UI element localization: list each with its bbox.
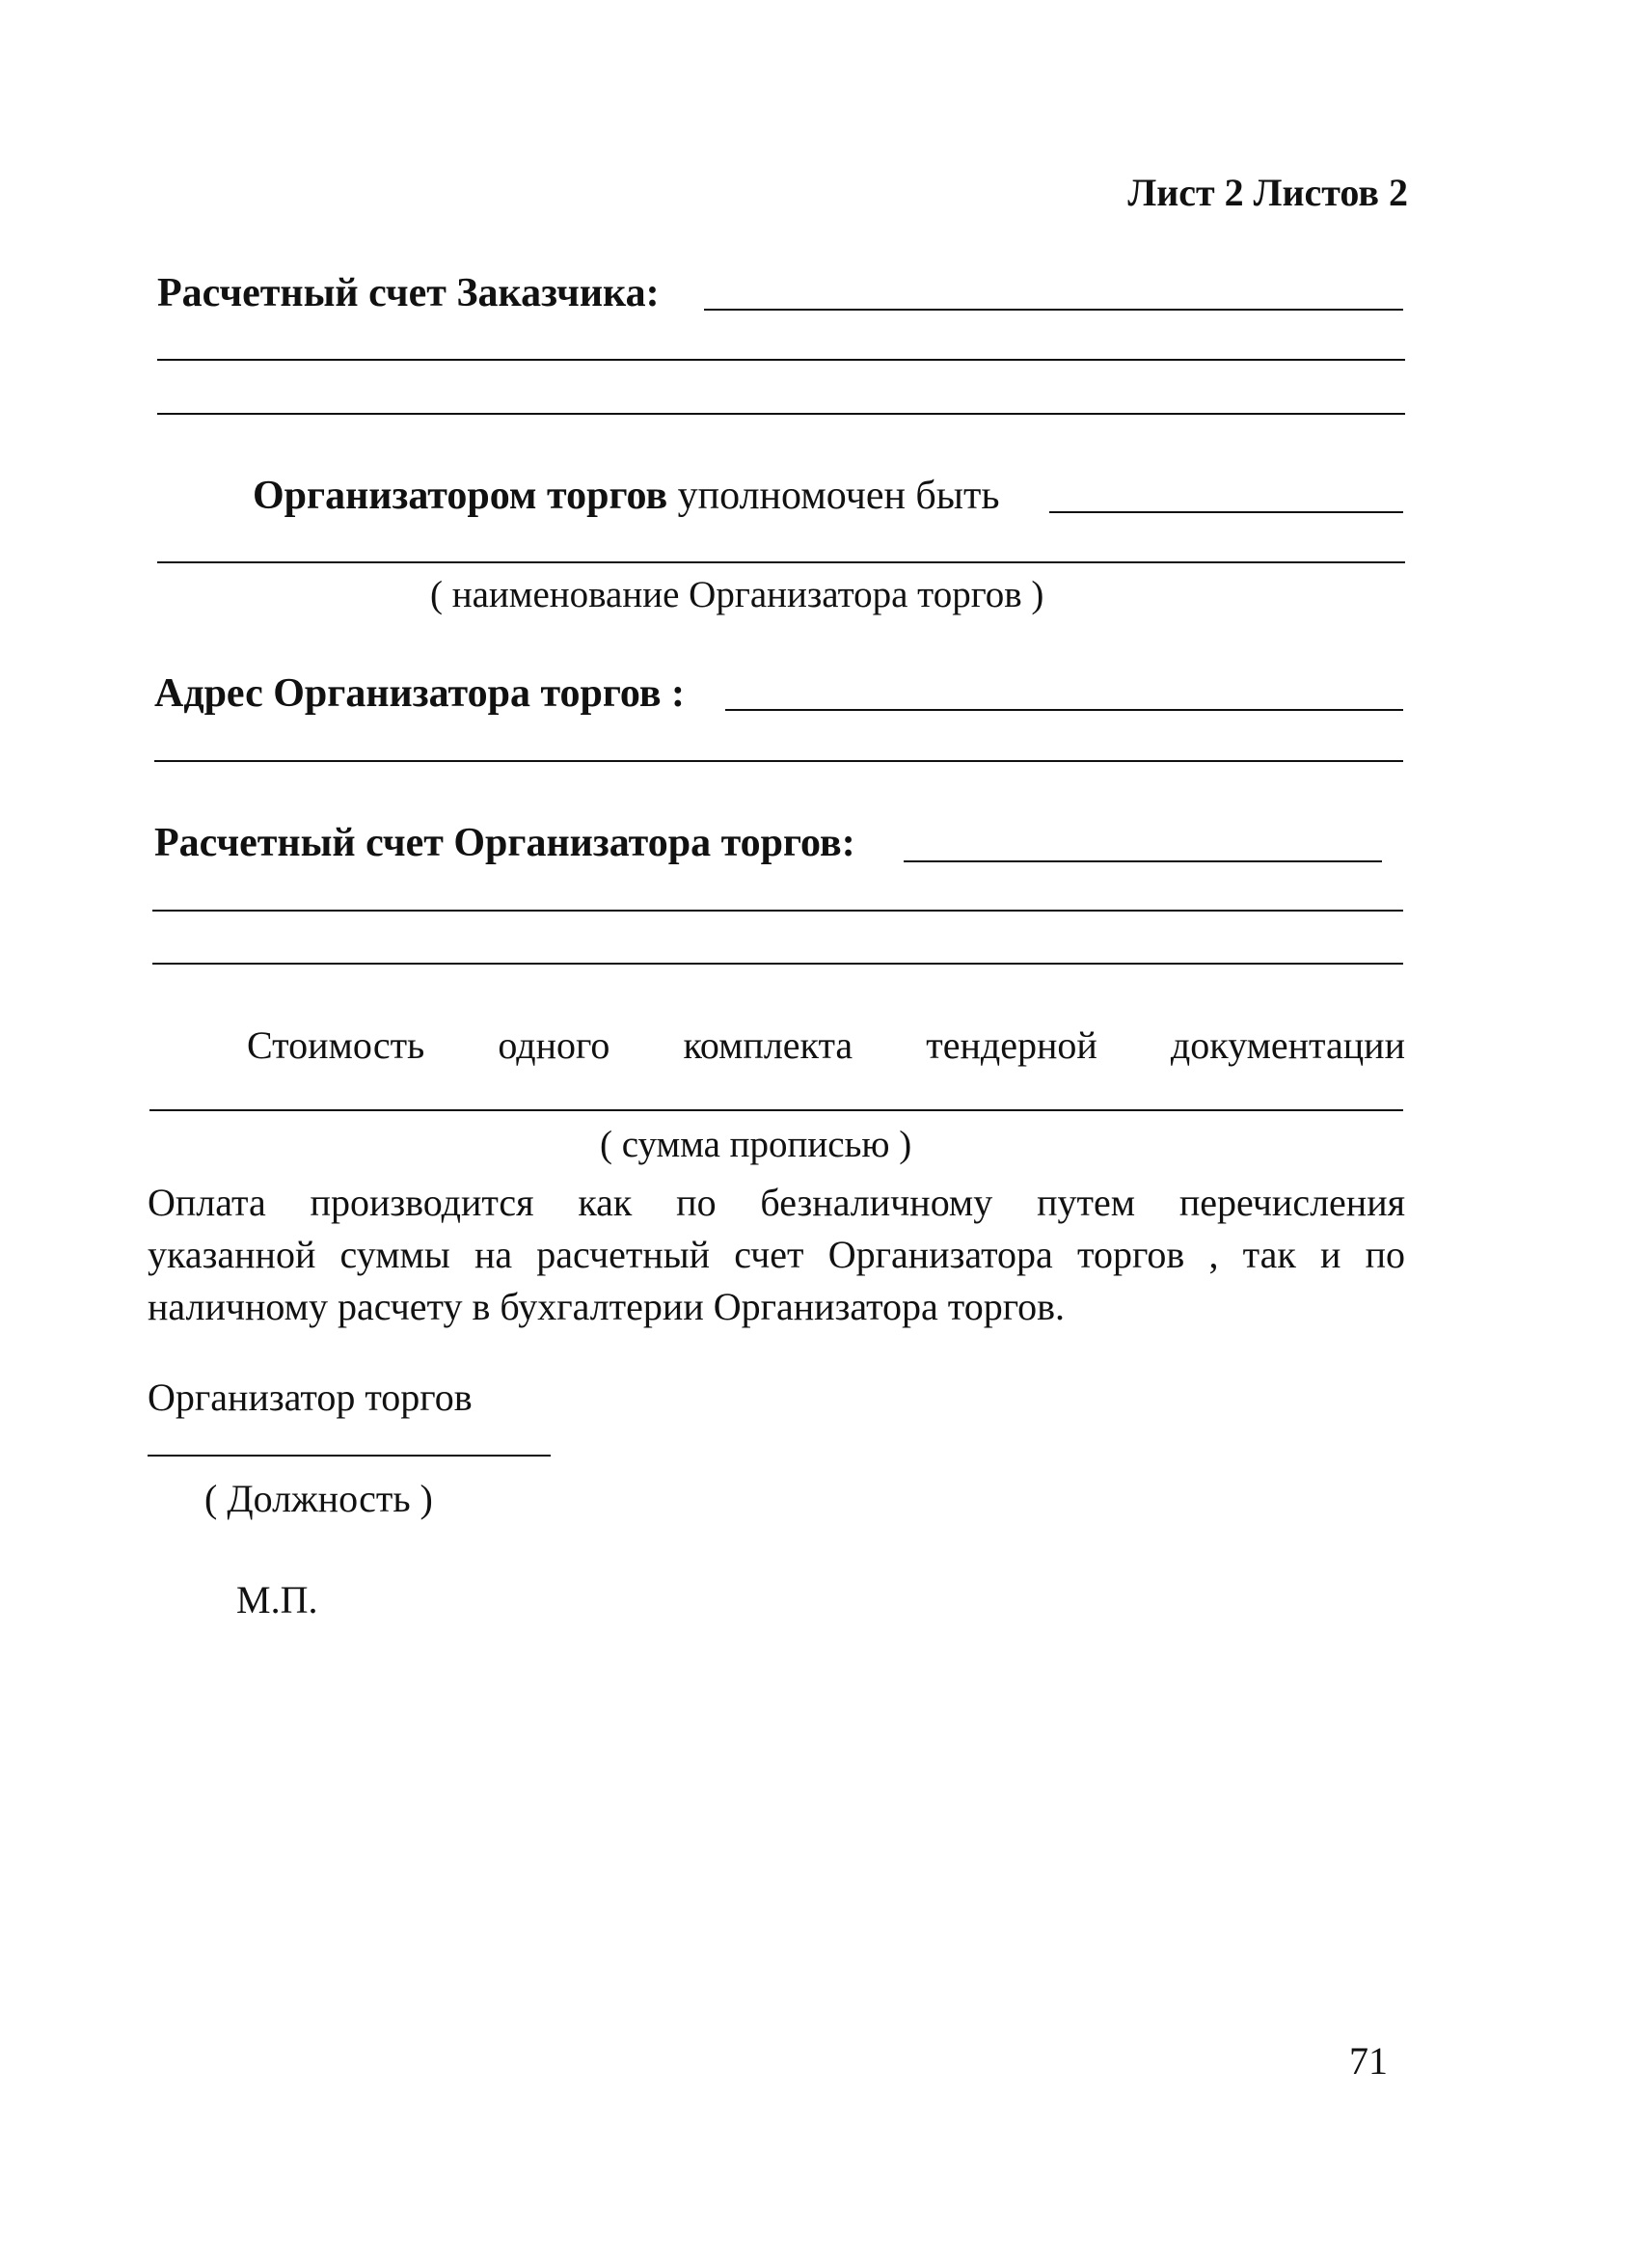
payment-line-3: наличному расчету в бухгалтерии Организатора торгов.: [148, 1285, 1066, 1328]
organizer-authorized-line: [253, 473, 1000, 519]
organizer-name-field-line-2[interactable]: [157, 561, 1405, 563]
organizer-name-field-line-1[interactable]: [1049, 511, 1403, 513]
payment-line-2: указанной суммы на расчетный счет Организатора торгов , так и по: [148, 1233, 1405, 1276]
organizer-signature-label: Организатор торгов: [148, 1376, 473, 1419]
organizer-account-field-line-3[interactable]: [152, 963, 1403, 965]
cost-word-3: комплекта: [683, 1023, 853, 1067]
payment-paragraph: [148, 1177, 1405, 1333]
position-field-line[interactable]: [148, 1455, 551, 1457]
cost-word-5: документации: [1170, 1023, 1405, 1067]
organizer-account-field-line-2[interactable]: [152, 910, 1403, 912]
customer-account-label: Расчетный счет Заказчика:: [157, 271, 660, 315]
page-number: 71: [1349, 2039, 1388, 2083]
organizer-address-field-line-2[interactable]: [154, 760, 1403, 762]
payment-line-1: Оплата производится как по безналичному путем перечисления: [148, 1181, 1405, 1224]
organizer-address-field-line-1[interactable]: [725, 709, 1403, 711]
cost-label-line: [247, 1022, 1405, 1068]
position-caption: ( Должность ): [204, 1477, 433, 1520]
sheet-number: Лист 2 Листов 2: [1127, 171, 1408, 214]
cost-word-1: Стоимость: [247, 1023, 425, 1067]
customer-account-field-line-1[interactable]: [704, 309, 1403, 311]
stamp-label: М.П.: [236, 1578, 318, 1621]
cost-amount-caption: ( сумма прописью ): [600, 1124, 912, 1165]
organizer-account-label: Расчетный счет Организатора торгов:: [154, 821, 855, 865]
customer-account-field-line-3[interactable]: [157, 413, 1405, 415]
organizer-authorized-rest: уполномочен быть: [667, 474, 1000, 518]
organizer-address-label: Адрес Организатора торгов :: [154, 671, 686, 716]
cost-amount-field-line[interactable]: [149, 1109, 1403, 1111]
organizer-authorized-bold: Организатором торгов: [253, 474, 668, 518]
organizer-name-caption: ( наименование Организатора торгов ): [430, 574, 1044, 615]
cost-word-4: тендерной: [926, 1023, 1097, 1067]
organizer-account-field-line-1[interactable]: [904, 860, 1382, 862]
cost-word-2: одного: [498, 1023, 610, 1067]
customer-account-field-line-2[interactable]: [157, 359, 1405, 361]
